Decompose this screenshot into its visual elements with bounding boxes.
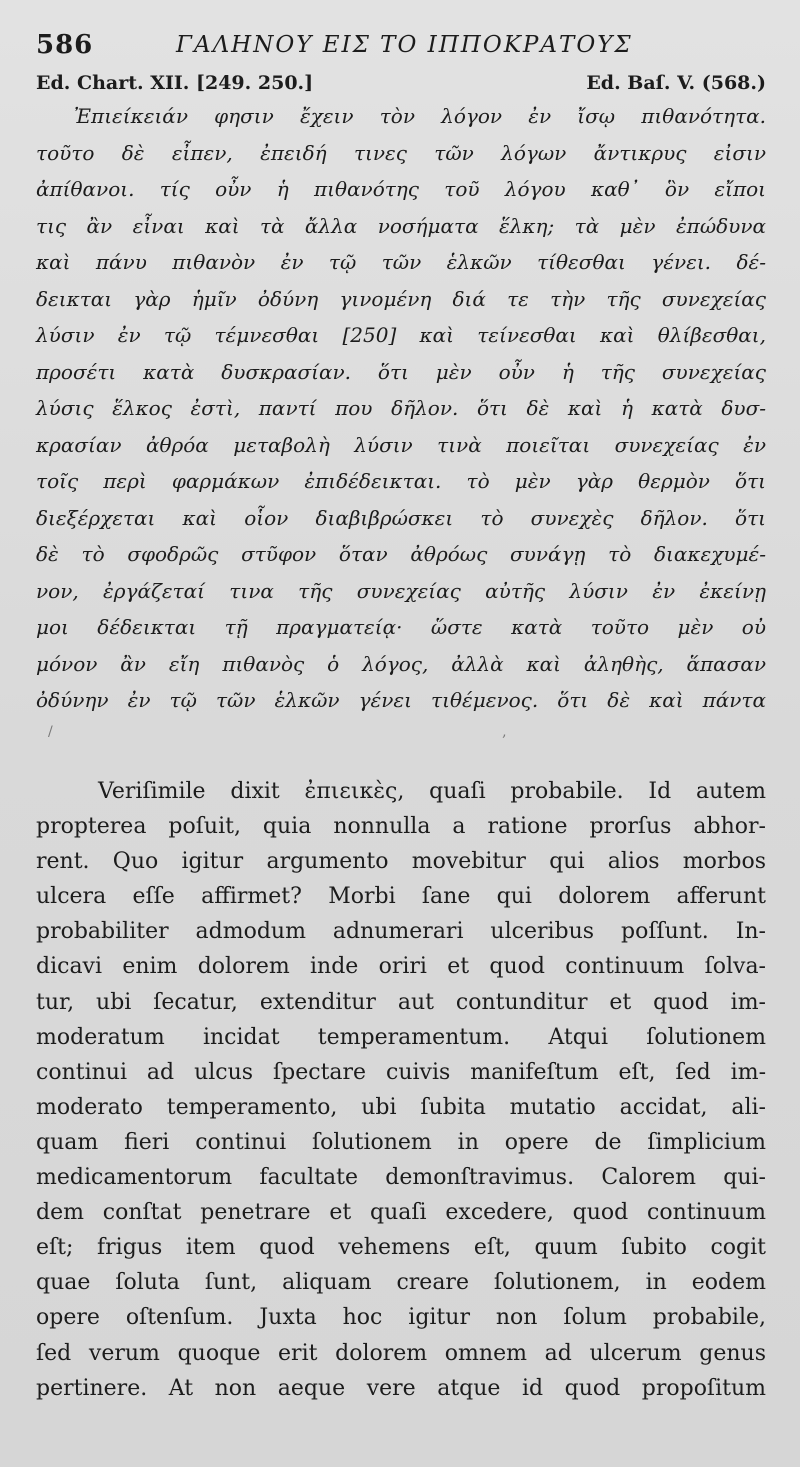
greek-text-line: Ἐπιείκειάν φησιν ἔχειν τὸν λόγον ἐν ἴσῳ πιθανότητα. <box>74 104 766 128</box>
latin-text-line: eſt; frigus item quod vehemens eſt, quum ſubito cogit <box>36 1235 766 1261</box>
greek-text-line: μόνον ἂν εἴη πιθανὸς ὁ λόγος, ἀλλὰ καὶ ἀληθὴς, ἅπασαν <box>36 651 766 676</box>
greek-text-line: τοῦτο δὲ εἶπεν, ἐπειδή τινες τῶν λόγων ἄντικρυς εἰσιν <box>36 140 766 165</box>
greek-text-line: ὀδύνην ἐν τῷ τῶν ἑλκῶν γένει τιθέμενος. ὅτι δὲ καὶ πάντα <box>36 688 766 712</box>
greek-text-line: νον, ἐργάζεταί τινα τῆς συνεχείας αὐτῆς λύσιν ἐν ἐκείνῃ <box>36 578 766 603</box>
greek-text-line: λύσιν ἐν τῷ τέμνεσθαι [250] καὶ τείνεσθαι καὶ θλίβεσθαι, <box>36 323 766 347</box>
latin-text-line: ſed verum quoque erit dolorem omnem ad ulcerum genus <box>36 1340 766 1366</box>
greek-text-line: καὶ πάνυ πιθανὸν ἐν τῷ τῶν ἑλκῶν τίθεσθαι γένει. δέ- <box>36 250 766 274</box>
latin-text-line: dicavi enim dolorem inde oriri et quod continuum ſolva- <box>36 954 766 980</box>
greek-text-line: μοι δέδεικται τῇ πραγματείᾳ· ὥστε κατὰ τοῦτο μὲν οὐ <box>36 615 766 639</box>
latin-text-line: continui ad ulcus ſpectare cuivis manifeſtum eſt, ſed im- <box>36 1059 766 1085</box>
running-title: ΓΑΛΗΝΟΥ ΕΙΣ ΤΟ ΙΠΠΟΚΡΑΤΟΥΣ <box>176 32 633 58</box>
edition-basel: Ed. Baſ. V. (568.) <box>586 72 766 94</box>
latin-text-line: ulcera eſſe affirmet? Morbi ſane qui dolorem afferunt <box>36 884 766 910</box>
stray-marks: / , <box>48 724 507 740</box>
greek-text-line: λύσις ἕλκος ἐστὶ, παντί που δῆλον. ὅτι δὲ καὶ ἡ κατὰ δυσ- <box>36 396 766 420</box>
greek-text-line: διεξέρχεται καὶ οἷον διαβιβρώσκει τὸ συνεχὲς δῆλον. ὅτι <box>36 505 766 530</box>
greek-text-line: ἀπίθανοι. τίς οὖν ἡ πιθανότης τοῦ λόγου καθ᾽ ὃν εἴποι <box>36 177 766 201</box>
latin-text-line: Veriſimile dixit ἐπιεικὲς, quaſi probabile. Id autem <box>98 779 766 804</box>
latin-text-line: quam fieri continui ſolutionem in opere de ſimplicium <box>36 1129 766 1155</box>
latin-text-line: moderatum incidat temperamentum. Atqui ſolutionem <box>36 1024 766 1050</box>
greek-text-line: προσέτι κατὰ δυσκρασίαν. ὅτι μὲν οὖν ἡ τῆς συνεχείας <box>36 359 766 384</box>
latin-text-line: rent. Quo igitur argumento movebitur qui alios morbos <box>36 849 766 875</box>
latin-text-line: propterea poſuit, quia nonnulla a ratione prorſus abhor- <box>36 814 766 840</box>
greek-text-line: τοῖς περὶ φαρμάκων ἐπιδέδεικται. τὸ μὲν γὰρ θερμὸν ὅτι <box>36 469 766 493</box>
greek-text-line: κρασίαν ἀθρόα μεταβολὴ λύσιν τινὰ ποιεῖται συνεχείας ἐν <box>36 432 766 457</box>
latin-text-line: probabiliter admodum adnumerari ulceribus poſſunt. In- <box>36 919 766 945</box>
latin-text-line: pertinere. At non aeque vere atque id quod propoſitum <box>36 1375 766 1401</box>
greek-text-line: δὲ τὸ σφοδρῶς στῦφον ὅταν ἀθρόως συνάγῃ τὸ διακεχυμέ- <box>36 542 766 566</box>
latin-text-line: dem conſtat penetrare et quaſi excedere, quod continuum <box>36 1200 766 1226</box>
latin-text-line: quae ſoluta ſunt, aliquam creare ſolutionem, in eodem <box>36 1270 766 1296</box>
latin-text-line: opere oſtenſum. Juxta hoc igitur non ſolum probabile, <box>36 1305 766 1331</box>
latin-text-block <box>36 774 766 1406</box>
greek-text-line: δεικται γὰρ ἡμῖν ὀδύνη γινομένη διά τε τὴν τῆς συνεχείας <box>36 286 766 311</box>
latin-text-line: moderato temperamento, ubi ſubita mutatio accidat, ali- <box>36 1094 766 1120</box>
edition-chartier: Ed. Chart. XII. [249. 250.] <box>36 72 314 94</box>
edition-line <box>36 72 766 98</box>
page-header <box>36 30 776 70</box>
greek-text-line: τις ἂν εἶναι καὶ τὰ ἄλλα νοσήματα ἕλκη; τὰ μὲν ἐπώδυνα <box>36 213 766 238</box>
latin-text-line: medicamentorum facultate demonſtravimus. Calorem qui- <box>36 1165 766 1191</box>
latin-text-line: tur, ubi ſecatur, extenditur aut contunditur et quod im- <box>36 989 766 1015</box>
page-number: 586 <box>36 30 94 60</box>
greek-text-block <box>36 98 766 719</box>
